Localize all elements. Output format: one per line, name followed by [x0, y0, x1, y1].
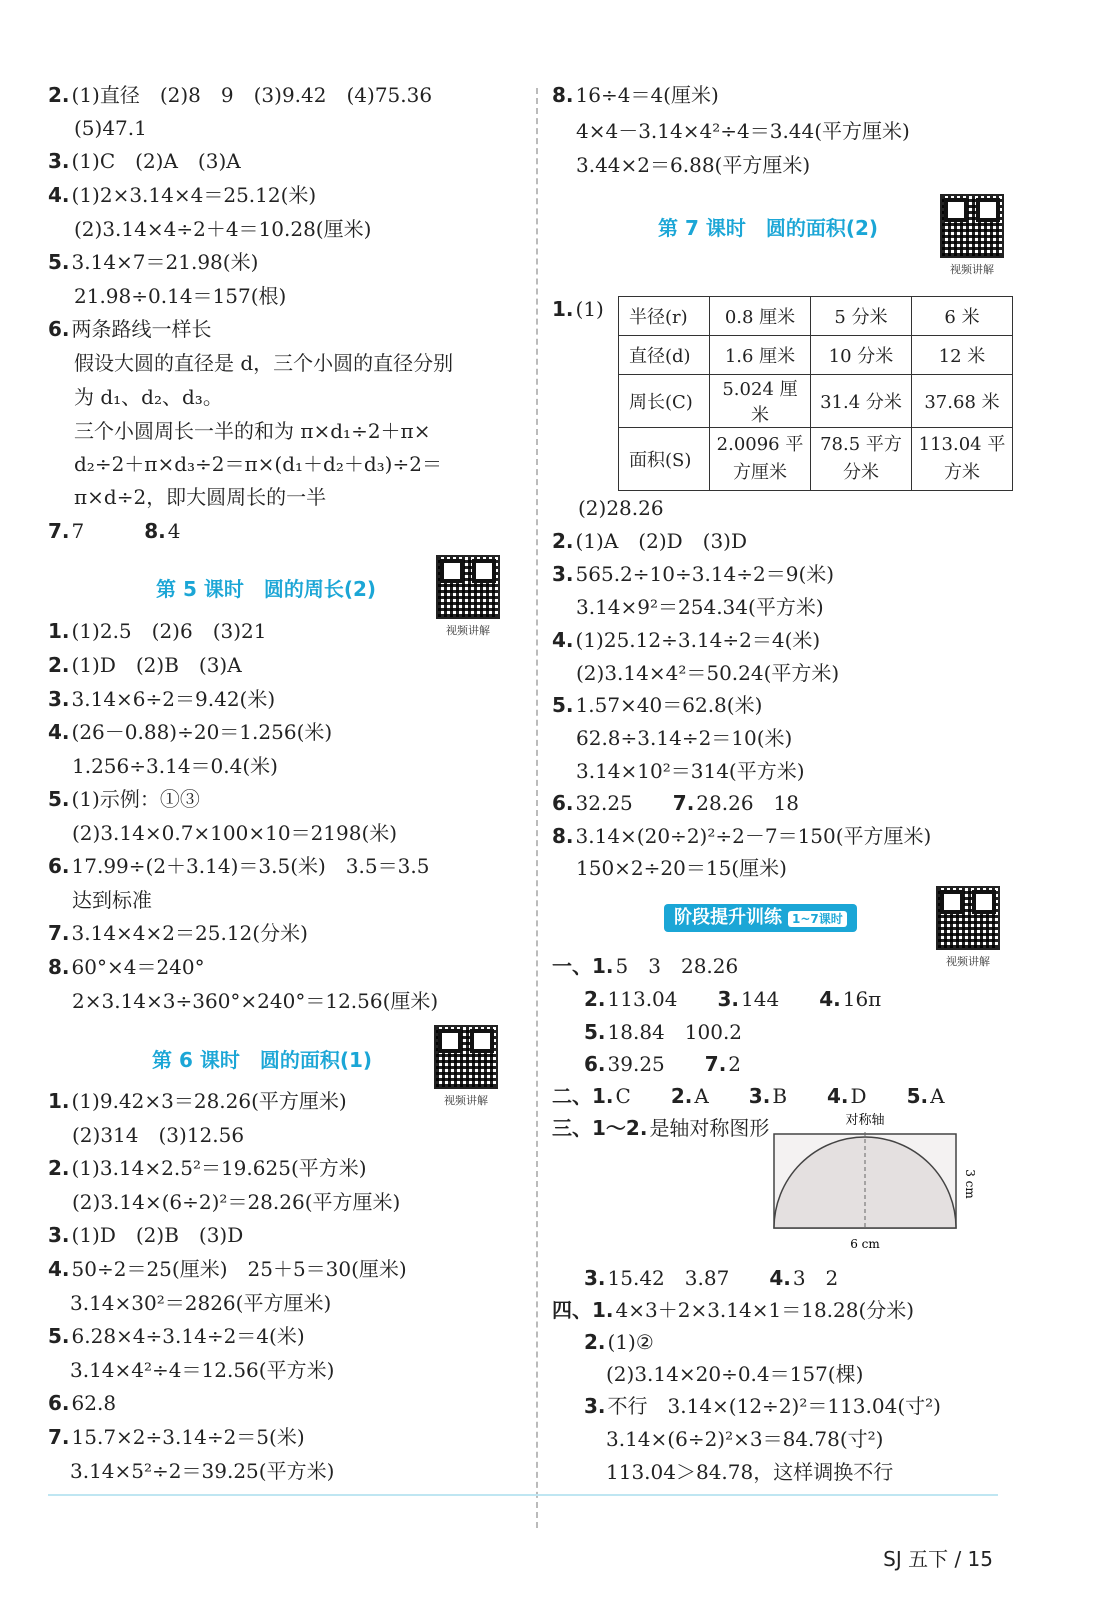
answer-line: 5. (1)示例：①③ [48, 787, 200, 811]
answer-line: (2)3.14×(6÷2)²＝28.26(平方厘米) [72, 1190, 401, 1214]
page-footer: SJ 五下 / 15 [883, 1547, 993, 1571]
answer-line: (2)3.14×4²＝50.24(平方米) [576, 661, 840, 685]
answer-line: 1.256÷3.14＝0.4(米) [72, 754, 278, 778]
answer-line: 3.14×30²＝2826(平方厘米) [70, 1291, 332, 1315]
table-cell: 12 米 [912, 336, 1013, 375]
answer-line: 三个小圆周长一半的和为 π×d₁÷2＋π× [74, 419, 431, 443]
answer-line: 6. 62.8 [48, 1391, 117, 1415]
table-row [619, 428, 1013, 491]
circle-table [618, 296, 1013, 491]
answer-line: 4. (1)2×3.14×4＝25.12(米) [48, 183, 317, 207]
qr-code[interactable]: 视频讲解 [434, 555, 502, 638]
answer-line: 4. (26－0.88)÷20＝1.256(米) [48, 720, 333, 744]
width-label: 6 cm [850, 1237, 880, 1251]
table-cell: 78.5 平方 分米 [811, 428, 912, 491]
table-cell: 10 分米 [811, 336, 912, 375]
table-cell: 6 米 [912, 297, 1013, 336]
table-cell: 37.68 米 [912, 375, 1013, 428]
answer-line: (5)47.1 [74, 116, 147, 140]
table-row [619, 336, 1013, 375]
answer-line: 8. 16÷4＝4(厘米) [552, 83, 719, 107]
answer-line: 21.98÷0.14＝157(根) [74, 284, 287, 308]
table-row [619, 375, 1013, 428]
answer-line: 6. 17.99÷(2＋3.14)＝3.5(米) 3.5＝3.5 [48, 854, 430, 878]
answer-line: (2)3.14×20÷0.4＝157(棵) [606, 1362, 864, 1386]
answer-line: 6. 32.25 7. 28.26 18 [552, 791, 800, 815]
answer-line: 6. 两条路线一样长 [48, 317, 212, 341]
table-cell: 5.024 厘米 [710, 375, 811, 428]
qr-code-icon [940, 194, 1004, 258]
qr-code[interactable]: 视频讲解 [934, 886, 1002, 969]
stage-badge: 阶段提升训练 1~7课时 [664, 904, 857, 932]
table-cell: 113.04 平 方米 [912, 428, 1013, 491]
answer-line: 2. (1)3.14×2.5²＝19.625(平方米) [48, 1156, 367, 1180]
height-label: 3 cm [963, 1169, 977, 1199]
table-cell: 半径(r) [619, 297, 710, 336]
answer-line: 假设大圆的直径是 d，三个小圆的直径分别 [74, 351, 454, 375]
answer-line: 8. 60°×4＝240° [48, 955, 205, 979]
lesson-heading: 第 7 课时 圆的面积(2) [658, 216, 879, 240]
answer-line: 3. 不行 3.14×(12÷2)²＝113.04(寸²) [584, 1394, 941, 1418]
answer-line: 6. 39.25 7. 2 [584, 1052, 742, 1076]
answer-line: 1. (1)2.5 (2)6 (3)21 [48, 619, 267, 643]
answer-line: 3. (1)C (2)A (3)A [48, 149, 241, 173]
answer-line: (2)3.14×4÷2＋4＝10.28(厘米) [74, 217, 372, 241]
answer-line: 8. 3.14×(20÷2)²÷2－7＝150(平方厘米) [552, 824, 932, 848]
answer-line: 2. (1)D (2)B (3)A [48, 653, 242, 677]
qr-code-icon [434, 1025, 498, 1089]
answer-line: 2. (1)② [584, 1330, 654, 1354]
answer-line: 2. (1)直径 (2)8 9 (3)9.42 (4)75.36 [48, 83, 433, 107]
table-cell: 2.0096 平 方厘米 [710, 428, 811, 491]
table-cell: 1.6 厘米 [710, 336, 811, 375]
lesson-heading: 第 5 课时 圆的周长(2) [156, 577, 377, 601]
answer-line: (2)314 (3)12.56 [72, 1123, 245, 1147]
answer-line: 四、1. 4×3＋2×3.14×1＝18.28(分米) [552, 1298, 915, 1322]
table-cell: 31.4 分米 [811, 375, 912, 428]
answer-line: 3.14×4²÷4＝12.56(平方米) [70, 1358, 335, 1382]
qr-code[interactable]: 视频讲解 [432, 1025, 500, 1108]
answer-line: 3.14×9²＝254.34(平方米) [576, 595, 824, 619]
qr-code-icon [936, 886, 1000, 950]
answer-line: 为 d₁、d₂、d₃。 [74, 385, 223, 409]
answer-line: 3. 3.14×6÷2＝9.42(米) [48, 687, 276, 711]
answer-line: 3. (1)D (2)B (3)D [48, 1223, 244, 1247]
lesson-heading: 第 6 课时 圆的面积(1) [152, 1048, 373, 1072]
answer-line: 7. 15.7×2÷3.14÷2＝5(米) [48, 1425, 305, 1449]
answer-line: 4. 50÷2＝25(厘米) 25＋5＝30(厘米) [48, 1257, 407, 1281]
answer-line: 三、1～2. 是轴对称图形 [552, 1116, 770, 1140]
answer-line: 3.14×5²÷2＝39.25(平方米) [70, 1459, 335, 1483]
answer-line: 1. (1) [552, 297, 604, 321]
footer-rule [48, 1494, 998, 1496]
table-cell: 面积(S) [619, 428, 710, 491]
answer-line: 1. (1)9.42×3＝28.26(平方厘米) [48, 1089, 347, 1113]
answer-line: 3.14×(6÷2)²×3＝84.78(寸²) [606, 1427, 884, 1451]
qr-code[interactable]: 视频讲解 [938, 194, 1006, 277]
column-divider [536, 88, 538, 1528]
answer-line: 2×3.14×3÷360°×240°＝12.56(厘米) [72, 989, 439, 1013]
answer-line: 3.44×2＝6.88(平方厘米) [576, 153, 811, 177]
answer-line: 3.14×10²＝314(平方米) [576, 759, 805, 783]
answer-line: 5. 18.84 100.2 [584, 1020, 743, 1044]
answer-line: 5. 1.57×40＝62.8(米) [552, 693, 763, 717]
table-cell: 直径(d) [619, 336, 710, 375]
answer-line: 7. 3.14×4×2＝25.12(分米) [48, 921, 308, 945]
answer-line: 达到标准 [72, 888, 152, 912]
table-row [619, 297, 1013, 336]
answer-line: 二、1. C 2. A 3. B 4. D 5. A [552, 1084, 945, 1108]
answer-line: 113.04＞84.78，这样调换不行 [606, 1460, 894, 1484]
answer-line: (2)28.26 [578, 496, 664, 520]
table-cell: 周长(C) [619, 375, 710, 428]
answer-line: 3. 565.2÷10÷3.14÷2＝9(米) [552, 562, 835, 586]
table-cell: 0.8 厘米 [710, 297, 811, 336]
answer-line: (2)3.14×0.7×100×10＝2198(米) [72, 821, 398, 845]
answer-line: 5. 6.28×4÷3.14÷2＝4(米) [48, 1324, 305, 1348]
answer-line: 3. 15.42 3.87 4. 3 2 [584, 1266, 839, 1290]
answer-line: 7. 7 8. 4 [48, 519, 181, 543]
answer-line: 一、1. 5 3 28.26 [552, 954, 739, 978]
answer-line: 62.8÷3.14÷2＝10(米) [576, 726, 793, 750]
table-cell: 5 分米 [811, 297, 912, 336]
semicircle-figure [768, 1110, 988, 1260]
answer-line: 5. 3.14×7＝21.98(米) [48, 250, 259, 274]
axis-label: 对称轴 [845, 1113, 885, 1128]
answer-line: 2. 113.04 3. 144 4. 16π [584, 987, 882, 1011]
answer-line: 4×4－3.14×4²÷4＝3.44(平方厘米) [576, 119, 910, 143]
qr-code-icon [436, 555, 500, 619]
answer-line: 4. (1)25.12÷3.14÷2＝4(米) [552, 628, 821, 652]
answer-line: 2. (1)A (2)D (3)D [552, 529, 748, 553]
answer-line: 150×2÷20＝15(厘米) [576, 856, 787, 880]
answer-line: d₂÷2＋π×d₃÷2＝π×(d₁＋d₂＋d₃)÷2＝ [74, 452, 442, 476]
answer-line: π×d÷2，即大圆周长的一半 [74, 485, 327, 509]
